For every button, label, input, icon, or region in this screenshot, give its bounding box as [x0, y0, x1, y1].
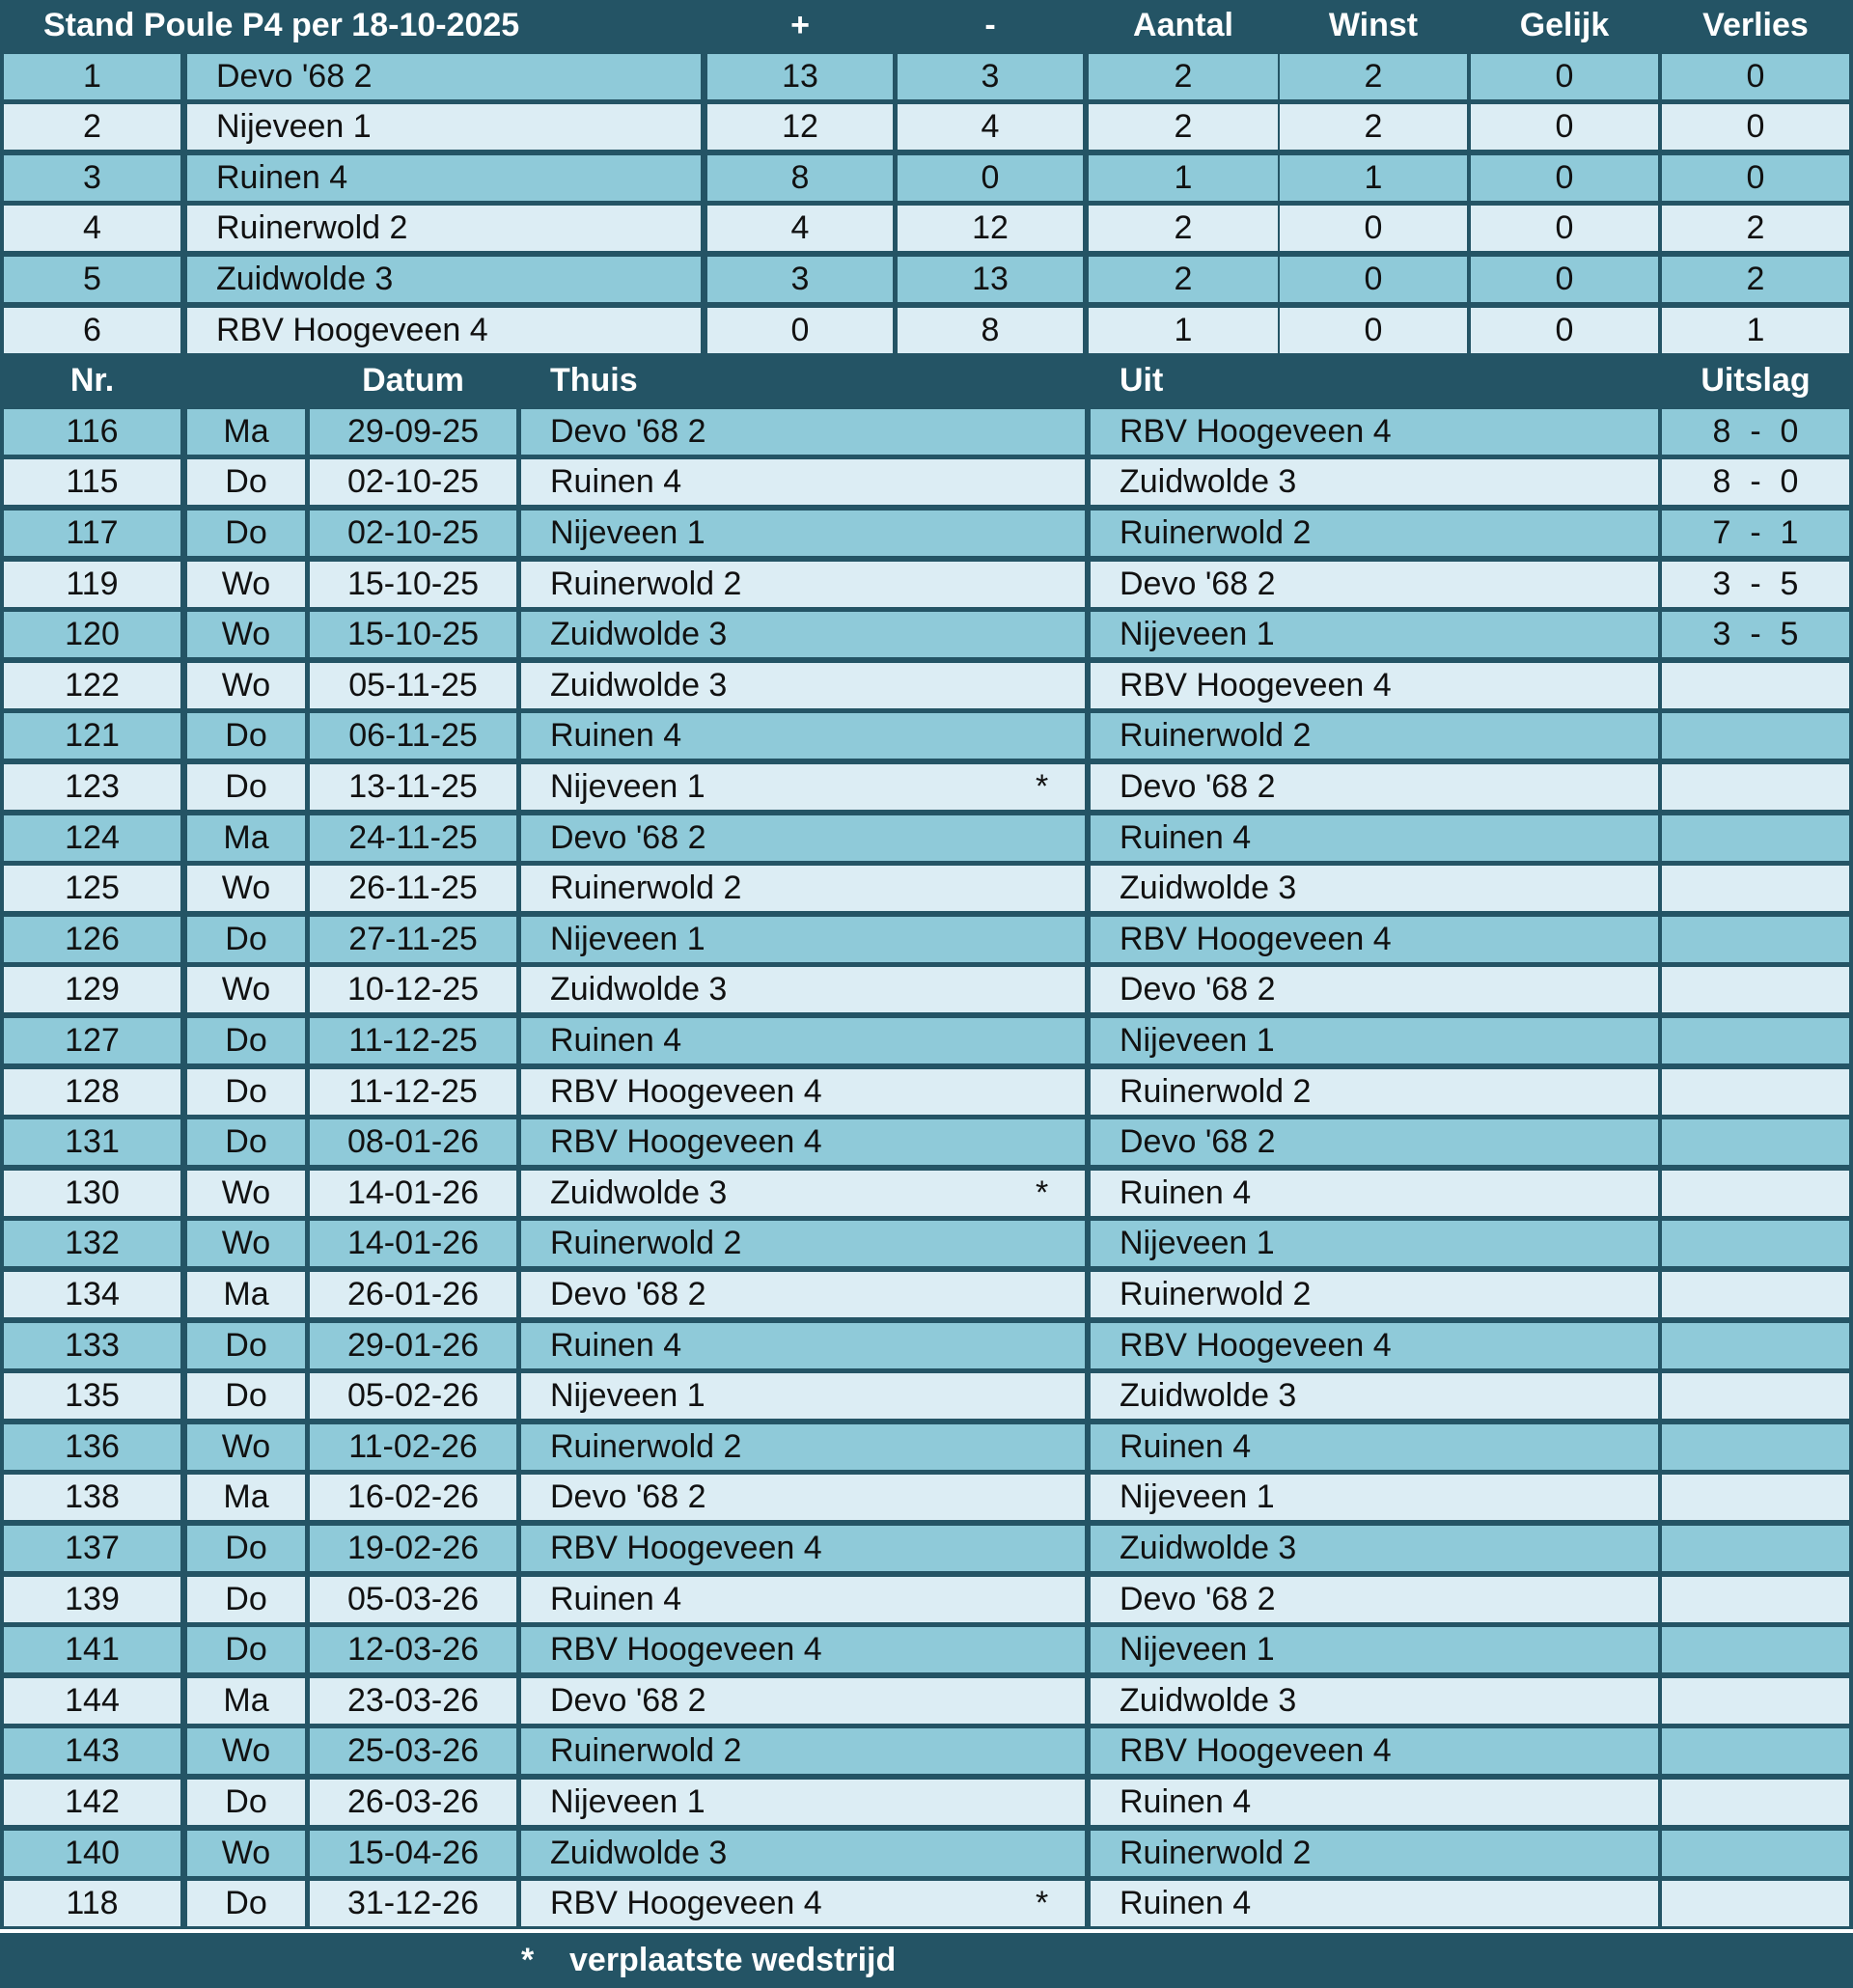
- match-result: [1662, 612, 1849, 657]
- col-header-plus: +: [790, 6, 810, 43]
- match-result: [1662, 764, 1849, 810]
- score-home: 7: [1712, 514, 1731, 551]
- match-day: Do: [187, 1526, 305, 1571]
- standing-verlies: 0: [1662, 54, 1849, 99]
- standing-verlies: 1: [1662, 308, 1849, 353]
- match-day: Do: [187, 1018, 305, 1063]
- match-row: [0, 1472, 1853, 1523]
- col-header-winst: Winst: [1328, 6, 1419, 43]
- match-away-team: Zuidwolde 3: [1091, 1678, 1658, 1724]
- match-row: [0, 1066, 1853, 1118]
- standings-row: [0, 152, 1853, 204]
- match-result: [1662, 1577, 1849, 1622]
- match-away-team: Zuidwolde 3: [1091, 1373, 1658, 1419]
- match-number: 141: [4, 1627, 180, 1672]
- match-date: 15-10-25: [310, 612, 516, 657]
- standing-gelijk: 0: [1471, 104, 1658, 150]
- match-day: Do: [187, 1780, 305, 1825]
- match-day: Ma: [187, 1272, 305, 1317]
- match-number: 140: [4, 1831, 180, 1876]
- standing-winst: 0: [1280, 257, 1467, 302]
- match-number: 121: [4, 713, 180, 759]
- match-row: [0, 1777, 1853, 1828]
- match-row: [0, 1523, 1853, 1574]
- match-number: 128: [4, 1069, 180, 1115]
- match-home-team: RBV Hoogeveen 4: [521, 1627, 1085, 1672]
- match-day: Do: [187, 713, 305, 759]
- match-result: [1662, 967, 1849, 1012]
- rescheduled-marker: *: [1036, 768, 1049, 805]
- match-away-team: Ruinen 4: [1091, 1424, 1658, 1470]
- match-day: Do: [187, 917, 305, 962]
- standing-aantal: 2: [1089, 257, 1278, 302]
- match-result: [1662, 1424, 1849, 1470]
- match-number: 143: [4, 1728, 180, 1774]
- match-result: [1662, 1831, 1849, 1876]
- rescheduled-marker: *: [1036, 1173, 1049, 1211]
- match-date: 19-02-26: [310, 1526, 516, 1571]
- match-home-team: Ruinerwold 2: [521, 866, 1085, 911]
- match-result: [1662, 1627, 1849, 1672]
- match-result: [1662, 866, 1849, 911]
- match-date: 05-02-26: [310, 1373, 516, 1419]
- match-row: [0, 1726, 1853, 1777]
- standing-position: 5: [4, 257, 180, 302]
- match-number: 139: [4, 1577, 180, 1622]
- match-away-team: Nijeveen 1: [1091, 1018, 1658, 1063]
- standing-winst: 0: [1280, 206, 1467, 251]
- match-day: Ma: [187, 409, 305, 455]
- match-row: [0, 914, 1853, 965]
- match-home-team: Ruinerwold 2: [521, 1424, 1085, 1470]
- score-separator: -: [1750, 565, 1761, 602]
- match-home-team: Ruinen 4: [521, 459, 1085, 505]
- match-day: Wo: [187, 663, 305, 708]
- match-result: [1662, 1526, 1849, 1571]
- match-row: [0, 1422, 1853, 1473]
- match-date: 16-02-26: [310, 1475, 516, 1520]
- match-number: 125: [4, 866, 180, 911]
- match-number: 120: [4, 612, 180, 657]
- match-away-team: Devo '68 2: [1091, 562, 1658, 607]
- match-date: 14-01-26: [310, 1171, 516, 1216]
- standing-aantal: 2: [1089, 104, 1278, 150]
- match-row: [0, 1574, 1853, 1625]
- match-row: [0, 1168, 1853, 1219]
- match-date: 11-12-25: [310, 1018, 516, 1063]
- match-away-team: Nijeveen 1: [1091, 1221, 1658, 1266]
- match-date: 25-03-26: [310, 1728, 516, 1774]
- match-date: 24-11-25: [310, 815, 516, 861]
- match-date: 27-11-25: [310, 917, 516, 962]
- match-row: [0, 1624, 1853, 1675]
- col-header-gelijk: Gelijk: [1519, 6, 1610, 43]
- match-home-team: Ruinerwold 2: [521, 1728, 1085, 1774]
- match-number: 122: [4, 663, 180, 708]
- standings-row: [0, 101, 1853, 152]
- col-header-uitslag: Uitslag: [1701, 361, 1811, 399]
- match-date: 12-03-26: [310, 1627, 516, 1672]
- match-home-team: Ruinerwold 2: [521, 1221, 1085, 1266]
- match-row: [0, 1878, 1853, 1929]
- match-home-team: Devo '68 2: [521, 1272, 1085, 1317]
- match-row: [0, 1269, 1853, 1320]
- match-day: Do: [187, 1627, 305, 1672]
- schedule-header: [0, 355, 1853, 406]
- score-away: 5: [1780, 565, 1799, 602]
- match-day: Wo: [187, 1728, 305, 1774]
- standing-winst: 2: [1280, 54, 1467, 99]
- match-number: 127: [4, 1018, 180, 1063]
- match-day: Do: [187, 459, 305, 505]
- match-result: [1662, 1069, 1849, 1115]
- score-away: 1: [1780, 514, 1799, 551]
- standing-aantal: 1: [1089, 308, 1278, 353]
- match-day: Do: [187, 1069, 305, 1115]
- match-away-team: Ruinen 4: [1091, 815, 1658, 861]
- match-number: 134: [4, 1272, 180, 1317]
- match-date: 11-12-25: [310, 1069, 516, 1115]
- match-home-team: Ruinen 4: [521, 1323, 1085, 1368]
- match-row: [0, 609, 1853, 660]
- match-away-team: Ruinerwold 2: [1091, 1831, 1658, 1876]
- score-away: 0: [1780, 412, 1799, 450]
- match-row: [0, 456, 1853, 508]
- footer-note: [0, 1933, 1853, 1988]
- score-away: 0: [1780, 463, 1799, 501]
- match-home-team: RBV Hoogeveen 4: [521, 1526, 1085, 1571]
- match-date: 26-01-26: [310, 1272, 516, 1317]
- match-date: 29-09-25: [310, 409, 516, 455]
- standing-minus: 3: [898, 54, 1083, 99]
- match-home-team: Nijeveen 1: [521, 764, 1085, 810]
- standing-gelijk: 0: [1471, 54, 1658, 99]
- standing-gelijk: 0: [1471, 257, 1658, 302]
- match-result: [1662, 1323, 1849, 1368]
- match-row: [0, 559, 1853, 610]
- match-row: [0, 813, 1853, 864]
- match-number: 119: [4, 562, 180, 607]
- col-header-aantal: Aantal: [1133, 6, 1233, 43]
- match-date: 13-11-25: [310, 764, 516, 810]
- match-home-team: Zuidwolde 3: [521, 612, 1085, 657]
- standing-plus: 0: [707, 308, 893, 353]
- standing-position: 4: [4, 206, 180, 251]
- match-date: 26-11-25: [310, 866, 516, 911]
- match-home-team: Devo '68 2: [521, 1678, 1085, 1724]
- footer-text: verplaatste wedstrijd: [569, 1942, 897, 1978]
- standing-position: 6: [4, 308, 180, 353]
- match-away-team: Devo '68 2: [1091, 1119, 1658, 1165]
- match-row: [0, 1320, 1853, 1371]
- standings-row: [0, 203, 1853, 254]
- match-number: 118: [4, 1881, 180, 1926]
- match-away-team: Zuidwolde 3: [1091, 866, 1658, 911]
- match-day: Wo: [187, 1831, 305, 1876]
- match-number: 126: [4, 917, 180, 962]
- match-result: [1662, 1678, 1849, 1724]
- standing-minus: 0: [898, 155, 1083, 201]
- match-date: 06-11-25: [310, 713, 516, 759]
- match-day: Ma: [187, 1475, 305, 1520]
- match-day: Wo: [187, 967, 305, 1012]
- match-date: 15-10-25: [310, 562, 516, 607]
- standing-team: Ruinerwold 2: [187, 206, 701, 251]
- standing-minus: 12: [898, 206, 1083, 251]
- match-home-team: Nijeveen 1: [521, 917, 1085, 962]
- match-number: 131: [4, 1119, 180, 1165]
- match-row: [0, 508, 1853, 559]
- match-number: 129: [4, 967, 180, 1012]
- standing-verlies: 2: [1662, 206, 1849, 251]
- match-result: [1662, 1475, 1849, 1520]
- match-away-team: Zuidwolde 3: [1091, 1526, 1658, 1571]
- col-header-minus: -: [984, 6, 996, 43]
- match-day: Wo: [187, 1221, 305, 1266]
- match-number: 124: [4, 815, 180, 861]
- standings-title: Stand Poule P4 per 18-10-2025: [43, 6, 520, 43]
- match-result: [1662, 1018, 1849, 1063]
- match-away-team: Ruinen 4: [1091, 1780, 1658, 1825]
- rescheduled-marker: *: [1036, 1885, 1049, 1922]
- col-header-thuis: Thuis: [550, 361, 638, 399]
- match-day: Do: [187, 1881, 305, 1926]
- match-date: 02-10-25: [310, 511, 516, 556]
- match-home-team: Zuidwolde 3: [521, 663, 1085, 708]
- standing-plus: 3: [707, 257, 893, 302]
- match-home-team: RBV Hoogeveen 4: [521, 1881, 1085, 1926]
- match-home-team: Zuidwolde 3: [521, 967, 1085, 1012]
- match-result: [1662, 713, 1849, 759]
- match-away-team: Devo '68 2: [1091, 764, 1658, 810]
- match-away-team: Ruinerwold 2: [1091, 1069, 1658, 1115]
- match-number: 142: [4, 1780, 180, 1825]
- match-day: Wo: [187, 866, 305, 911]
- col-header-verlies: Verlies: [1702, 6, 1809, 43]
- match-home-team: Devo '68 2: [521, 409, 1085, 455]
- match-result: [1662, 459, 1849, 505]
- match-day: Do: [187, 511, 305, 556]
- match-date: 14-01-26: [310, 1221, 516, 1266]
- match-result: [1662, 1171, 1849, 1216]
- match-home-team: Ruinerwold 2: [521, 562, 1085, 607]
- match-day: Wo: [187, 562, 305, 607]
- match-number: 133: [4, 1323, 180, 1368]
- match-number: 132: [4, 1221, 180, 1266]
- match-home-team: Nijeveen 1: [521, 511, 1085, 556]
- match-result: [1662, 1780, 1849, 1825]
- match-away-team: Ruinerwold 2: [1091, 511, 1658, 556]
- match-row: [0, 1015, 1853, 1066]
- match-away-team: Ruinen 4: [1091, 1171, 1658, 1216]
- score-separator: -: [1750, 463, 1761, 501]
- match-away-team: Devo '68 2: [1091, 1577, 1658, 1622]
- match-away-team: RBV Hoogeveen 4: [1091, 917, 1658, 962]
- standing-team: Devo '68 2: [187, 54, 701, 99]
- match-result: [1662, 815, 1849, 861]
- match-row: [0, 1828, 1853, 1879]
- match-date: 11-02-26: [310, 1424, 516, 1470]
- match-home-team: Devo '68 2: [521, 815, 1085, 861]
- match-date: 23-03-26: [310, 1678, 516, 1724]
- footer-star: *: [521, 1942, 535, 1978]
- match-away-team: Nijeveen 1: [1091, 1475, 1658, 1520]
- standing-position: 1: [4, 54, 180, 99]
- match-day: Do: [187, 1323, 305, 1368]
- standing-gelijk: 0: [1471, 155, 1658, 201]
- standing-plus: 13: [707, 54, 893, 99]
- match-result: [1662, 409, 1849, 455]
- match-away-team: Ruinerwold 2: [1091, 713, 1658, 759]
- match-number: 136: [4, 1424, 180, 1470]
- match-row: [0, 660, 1853, 711]
- match-result: [1662, 562, 1849, 607]
- match-number: 137: [4, 1526, 180, 1571]
- match-home-team: RBV Hoogeveen 4: [521, 1069, 1085, 1115]
- standing-winst: 1: [1280, 155, 1467, 201]
- match-day: Do: [187, 764, 305, 810]
- match-date: 08-01-26: [310, 1119, 516, 1165]
- match-result: [1662, 663, 1849, 708]
- standings-row: [0, 51, 1853, 102]
- score-home: 8: [1712, 463, 1731, 501]
- score-separator: -: [1750, 616, 1761, 653]
- standings-row: [0, 305, 1853, 356]
- match-number: 135: [4, 1373, 180, 1419]
- score-home: 3: [1712, 616, 1731, 653]
- match-row: [0, 863, 1853, 914]
- match-day: Wo: [187, 1424, 305, 1470]
- match-result: [1662, 1221, 1849, 1266]
- standing-plus: 12: [707, 104, 893, 150]
- match-number: 130: [4, 1171, 180, 1216]
- match-away-team: Devo '68 2: [1091, 967, 1658, 1012]
- match-date: 29-01-26: [310, 1323, 516, 1368]
- standing-team: Nijeveen 1: [187, 104, 701, 150]
- match-row: [0, 964, 1853, 1015]
- match-date: 05-11-25: [310, 663, 516, 708]
- match-away-team: Zuidwolde 3: [1091, 459, 1658, 505]
- match-number: 115: [4, 459, 180, 505]
- match-result: [1662, 1728, 1849, 1774]
- standing-gelijk: 0: [1471, 308, 1658, 353]
- standing-aantal: 1: [1089, 155, 1278, 201]
- match-result: [1662, 1272, 1849, 1317]
- match-home-team: Devo '68 2: [521, 1475, 1085, 1520]
- standings-row: [0, 254, 1853, 305]
- match-day: Ma: [187, 1678, 305, 1724]
- score-separator: -: [1750, 412, 1761, 450]
- standing-minus: 8: [898, 308, 1083, 353]
- match-result: [1662, 1373, 1849, 1419]
- standing-position: 2: [4, 104, 180, 150]
- match-day: Wo: [187, 1171, 305, 1216]
- col-header-uit: Uit: [1120, 361, 1164, 399]
- standing-minus: 4: [898, 104, 1083, 150]
- standing-aantal: 2: [1089, 206, 1278, 251]
- match-number: 144: [4, 1678, 180, 1724]
- match-row: [0, 1370, 1853, 1422]
- match-row: [0, 1117, 1853, 1168]
- standing-winst: 0: [1280, 308, 1467, 353]
- standing-verlies: 2: [1662, 257, 1849, 302]
- match-away-team: RBV Hoogeveen 4: [1091, 1728, 1658, 1774]
- standing-plus: 4: [707, 206, 893, 251]
- score-away: 5: [1780, 616, 1799, 653]
- standing-position: 3: [4, 155, 180, 201]
- score-home: 8: [1712, 412, 1731, 450]
- col-header-nr: Nr.: [69, 361, 115, 399]
- match-away-team: RBV Hoogeveen 4: [1091, 1323, 1658, 1368]
- match-number: 116: [4, 409, 180, 455]
- match-result: [1662, 1119, 1849, 1165]
- standing-minus: 13: [898, 257, 1083, 302]
- match-row: [0, 406, 1853, 457]
- score-home: 3: [1712, 565, 1731, 602]
- match-away-team: Ruinen 4: [1091, 1881, 1658, 1926]
- standing-team: Zuidwolde 3: [187, 257, 701, 302]
- match-result: [1662, 511, 1849, 556]
- match-number: 123: [4, 764, 180, 810]
- match-day: Do: [187, 1577, 305, 1622]
- match-away-team: Nijeveen 1: [1091, 612, 1658, 657]
- standing-verlies: 0: [1662, 104, 1849, 150]
- standing-team: RBV Hoogeveen 4: [187, 308, 701, 353]
- match-home-team: Nijeveen 1: [521, 1780, 1085, 1825]
- match-row: [0, 710, 1853, 761]
- match-result: [1662, 1881, 1849, 1926]
- match-home-team: Nijeveen 1: [521, 1373, 1085, 1419]
- match-date: 05-03-26: [310, 1577, 516, 1622]
- standing-gelijk: 0: [1471, 206, 1658, 251]
- match-result: [1662, 917, 1849, 962]
- score-separator: -: [1750, 514, 1761, 551]
- match-date: 15-04-26: [310, 1831, 516, 1876]
- match-date: 02-10-25: [310, 459, 516, 505]
- match-day: Ma: [187, 815, 305, 861]
- match-home-team: Zuidwolde 3: [521, 1831, 1085, 1876]
- standings-header: [0, 0, 1853, 51]
- match-row: [0, 761, 1853, 813]
- match-day: Do: [187, 1373, 305, 1419]
- match-number: 117: [4, 511, 180, 556]
- match-day: Do: [187, 1119, 305, 1165]
- match-home-team: Ruinen 4: [521, 713, 1085, 759]
- match-away-team: Ruinerwold 2: [1091, 1272, 1658, 1317]
- standing-verlies: 0: [1662, 155, 1849, 201]
- match-home-team: Ruinen 4: [521, 1577, 1085, 1622]
- match-date: 31-12-26: [310, 1881, 516, 1926]
- match-date: 10-12-25: [310, 967, 516, 1012]
- match-home-team: RBV Hoogeveen 4: [521, 1119, 1085, 1165]
- standing-winst: 2: [1280, 104, 1467, 150]
- match-home-team: Ruinen 4: [521, 1018, 1085, 1063]
- standing-aantal: 2: [1089, 54, 1278, 99]
- match-away-team: RBV Hoogeveen 4: [1091, 409, 1658, 455]
- match-row: [0, 1675, 1853, 1726]
- match-away-team: RBV Hoogeveen 4: [1091, 663, 1658, 708]
- standing-plus: 8: [707, 155, 893, 201]
- match-day: Wo: [187, 612, 305, 657]
- col-header-datum: Datum: [362, 361, 464, 399]
- standing-team: Ruinen 4: [187, 155, 701, 201]
- match-row: [0, 1218, 1853, 1269]
- match-date: 26-03-26: [310, 1780, 516, 1825]
- match-away-team: Nijeveen 1: [1091, 1627, 1658, 1672]
- match-number: 138: [4, 1475, 180, 1520]
- match-home-team: Zuidwolde 3: [521, 1171, 1085, 1216]
